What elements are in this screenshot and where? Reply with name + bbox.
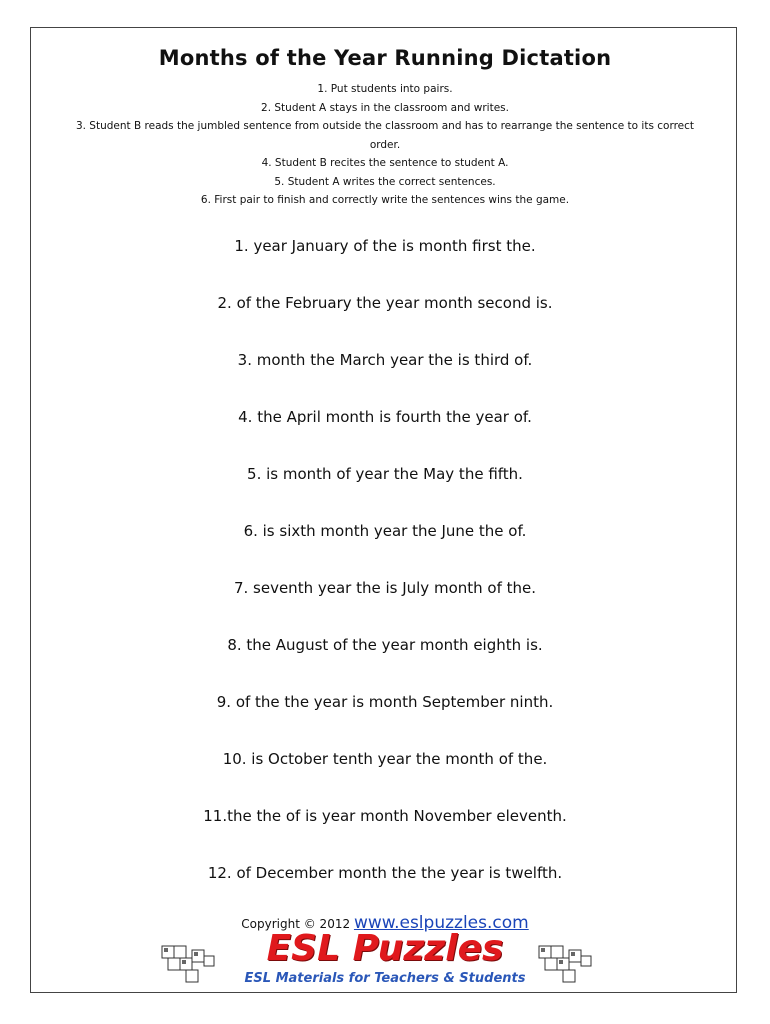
jumbled-sentence: 10. is October tenth year the month of the. bbox=[222, 750, 548, 768]
copyright-text: Copyright © 2012 bbox=[241, 917, 351, 931]
instruction-item: 2. Student A stays in the classroom and writes. bbox=[261, 101, 509, 114]
logo-title: ESL Puzzles bbox=[266, 928, 504, 969]
sentence-list bbox=[0, 232, 770, 916]
jumbled-sentence: 12. of December month the the year is twelfth. bbox=[207, 864, 563, 882]
instruction-item: 1. Put students into pairs. bbox=[317, 83, 453, 95]
logo-subtitle: ESL Materials for Teachers & Students bbox=[244, 971, 526, 986]
instruction-item: 3. Student B reads the jumbled sentence from outside the classroom and has to rearrange the sentence to its correct order. bbox=[75, 120, 695, 151]
instructions-list bbox=[60, 80, 710, 210]
instruction-item: 4. Student B recites the sentence to student A. bbox=[261, 157, 509, 169]
site-link[interactable]: www.eslpuzzles.com bbox=[353, 913, 529, 933]
jumbled-sentence: 11.the the of is year month November eleventh. bbox=[203, 807, 567, 825]
jumbled-sentence: 3. month the March year the is third of. bbox=[237, 351, 533, 369]
jumbled-sentence: 6. is sixth month year the June the of. bbox=[243, 522, 527, 540]
jumbled-sentence: 7. seventh year the is July month of the. bbox=[233, 579, 537, 597]
jumbled-sentence: 1. year January of the is month first the. bbox=[234, 237, 536, 255]
jumbled-sentence: 8. the August of the year month eighth is. bbox=[227, 636, 543, 654]
instruction-item: 5. Student A writes the correct sentences. bbox=[274, 175, 496, 188]
instruction-item: 6. First pair to finish and correctly write the sentences wins the game. bbox=[200, 194, 570, 206]
jumbled-sentence: 2. of the February the year month second is. bbox=[217, 294, 553, 312]
jumbled-sentence: 4. the April month is fourth the year of. bbox=[238, 408, 532, 426]
page-title: Months of the Year Running Dictation bbox=[158, 46, 612, 70]
jumbled-sentence: 9. of the the year is month September ninth. bbox=[216, 693, 554, 711]
jumbled-sentence: 5. is month of year the May the fifth. bbox=[247, 465, 523, 483]
